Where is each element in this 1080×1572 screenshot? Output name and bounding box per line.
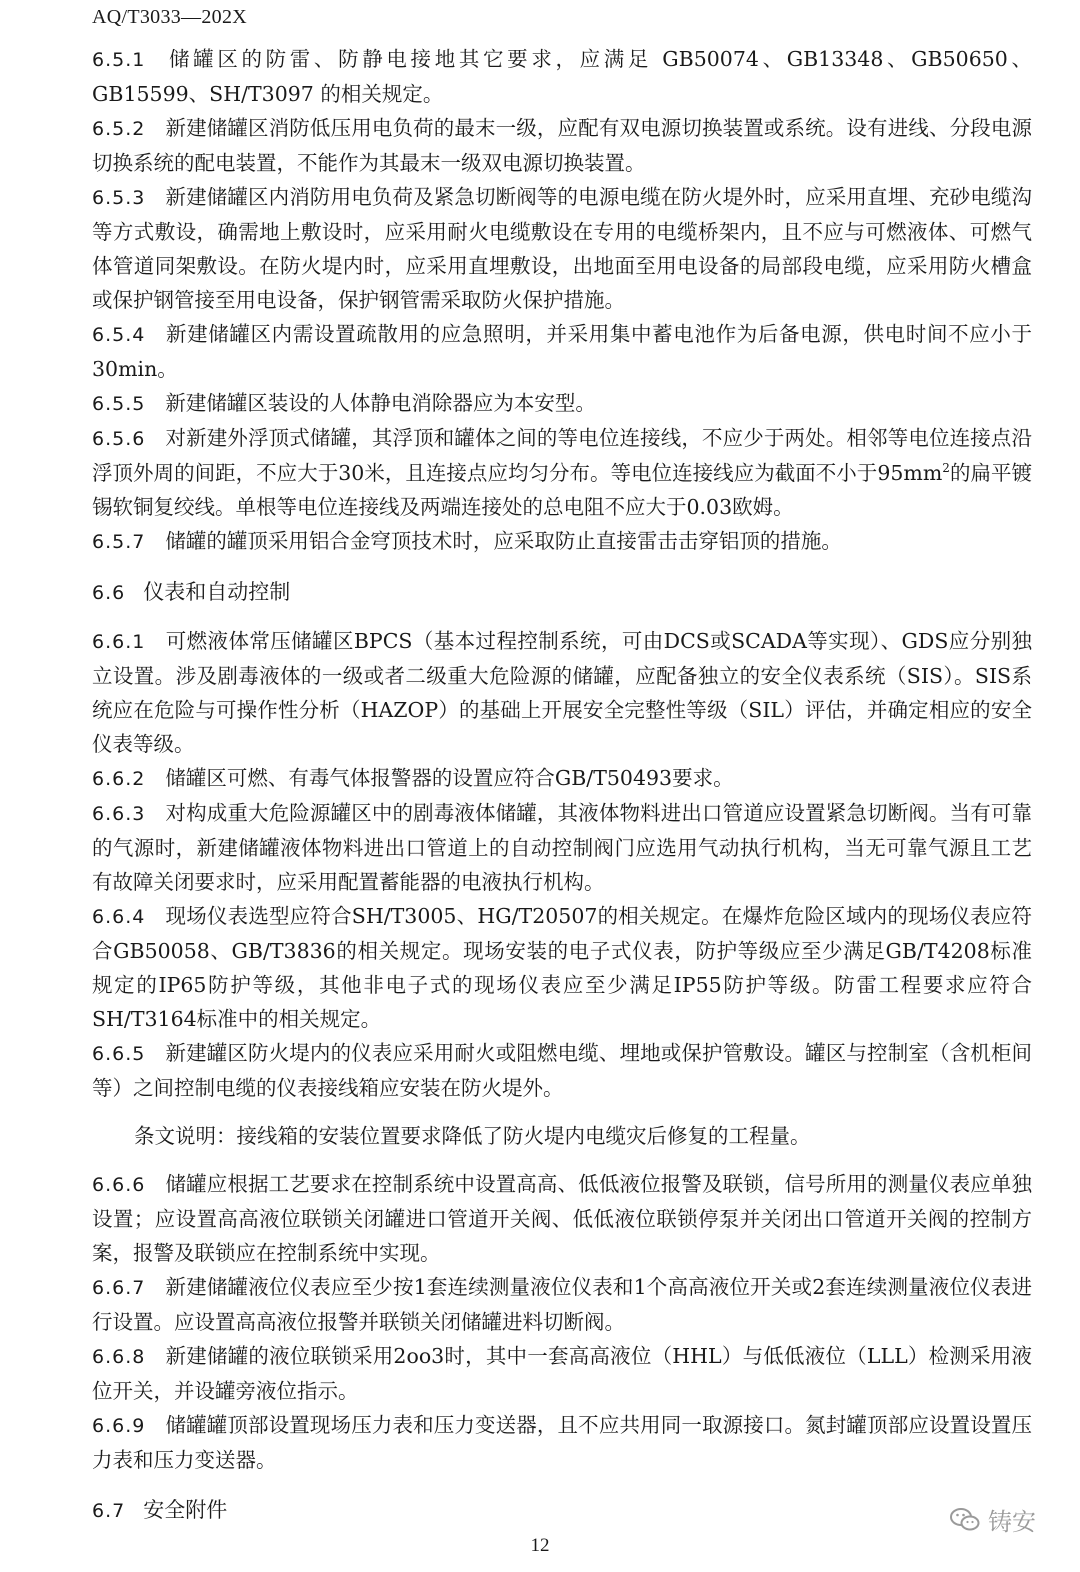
clause-number: 6.5.6 <box>92 428 146 450</box>
clause-explanation-note: 条文说明：接线箱的安装位置要求降低了防火堤内电缆灾后修复的工程量。 <box>134 1124 811 1148</box>
clause-6-5-7 <box>92 524 1032 559</box>
section-heading-6-6 <box>92 575 1032 610</box>
clause-6-6-9 <box>92 1408 1032 1477</box>
clause-text: 现场仪表选型应符合SH/T3005、HG/T20507的相关规定。在爆炸危险区域内的现场仪表应符合GB50058、GB/T3836的相关规定。现场安装的电子式仪表，防护等级应至少满足GB/T4208标准规定的IP65防护等级，其他非电子式的现场仪表应至少满足IP55防护等级。防雷工程要求应符合SH/T3164标准中的相关规定。 <box>92 904 1032 1031</box>
section-heading-6-7 <box>92 1493 1032 1528</box>
clause-number: 6.6.4 <box>92 906 146 928</box>
clause-text: 储罐的罐顶采用铝合金穹顶技术时，应采取防止直接雷击击穿铝顶的措施。 <box>165 529 842 553</box>
clause-6-6-2 <box>92 761 1032 796</box>
superscript: 2 <box>942 461 950 476</box>
clause-6-5-3 <box>92 180 1032 317</box>
clause-6-5-2 <box>92 111 1032 180</box>
clause-6-6-5 <box>92 1036 1032 1105</box>
clause-6-6-3 <box>92 796 1032 899</box>
section-title: 安全附件 <box>143 1498 228 1522</box>
watermark-text: 铸安 <box>988 1508 1036 1536</box>
clause-6-6-6 <box>92 1167 1032 1270</box>
clause-number: 6.6.6 <box>92 1174 146 1196</box>
clause-number: 6.5.7 <box>92 531 146 553</box>
clause-6-6-8 <box>92 1339 1032 1408</box>
clause-text: 新建储罐区内消防用电负荷及紧急切断阀等的电源电缆在防火堤外时，应采用直埋、充砂电缆沟等方式敷设，确需地上敷设时，应采用耐火电缆敷设在专用的电缆桥架内，且不应与可燃液体、可燃气体管道同架敷设。在防火堤内时，应采用直埋敷设，出地面至用电设备的局部段电缆，应采用防火槽盒或保护钢管接至用电设备，保护钢管需采取防火保护措施。 <box>92 185 1032 312</box>
clause-number: 6.6.1 <box>92 631 146 653</box>
clause-number: 6.6.7 <box>92 1277 146 1299</box>
section-number: 6.6 <box>92 582 126 604</box>
clause-text: 新建储罐的液位联锁采用2oo3时，其中一套高高液位（HHL）与低低液位（LLL）检测采用液位开关，并设罐旁液位指示。 <box>92 1344 1032 1403</box>
clause-6-5-5 <box>92 386 1032 421</box>
clause-number: 6.5.1 <box>92 49 146 71</box>
clause-text: 新建罐区防火堤内的仪表应采用耐火或阻燃电缆、埋地或保护管敷设。罐区与控制室（含机柜间等）之间控制电缆的仪表接线箱应安装在防火堤外。 <box>92 1041 1032 1100</box>
clause-text: 可燃液体常压储罐区BPCS（基本过程控制系统，可由DCS或SCADA等实现）、GDS应分别独立设置。涉及剧毒液体的一级或者二级重大危险源的储罐，应配备独立的安全仪表系统（SIS）。SIS系统应在危险与可操作性分析（HAZOP）的基础上开展安全完整性等级（SIL）评估，并确定相应的安全仪表等级。 <box>92 629 1032 756</box>
clause-number: 6.6.2 <box>92 768 146 790</box>
clause-text: 新建储罐区消防低压用电负荷的最末一级，应配有双电源切换装置或系统。设有进线、分段电源切换系统的配电装置，不能作为其最末一级双电源切换装置。 <box>92 116 1032 175</box>
standard-code-header: AQ/T3033—202X <box>92 6 248 28</box>
clause-number: 6.6.5 <box>92 1043 146 1065</box>
page-number: 12 <box>530 1535 550 1556</box>
clause-number: 6.6.9 <box>92 1415 146 1437</box>
clause-text: 储罐罐顶部设置现场压力表和压力变送器，且不应共用同一取源接口。氮封罐顶部应设置设置压力表和压力变送器。 <box>92 1413 1032 1472</box>
clause-6-6-1 <box>92 624 1032 761</box>
clause-number: 6.6.8 <box>92 1346 146 1368</box>
clause-number: 6.5.5 <box>92 393 146 415</box>
clause-6-6-7 <box>92 1270 1032 1339</box>
clause-number: 6.5.2 <box>92 118 146 140</box>
clause-text: 新建储罐液位仪表应至少按1套连续测量液位仪表和1个高高液位开关或2套连续测量液位仪表进行设置。应设置高高液位报警并联锁关闭储罐进料切断阀。 <box>92 1275 1032 1334</box>
clause-text-part-b: 的扁平镀锡软铜复绞线。单根等电位连接线及两端连接处的总电阻不应大于0.03欧姆。 <box>92 461 1032 519</box>
clause-text: 储罐区可燃、有毒气体报警器的设置应符合GB/T50493要求。 <box>165 766 734 790</box>
clause-text: 对构成重大危险源罐区中的剧毒液体储罐，其液体物料进出口管道应设置紧急切断阀。当有可靠的气源时，新建储罐液体物料进出口管道上的自动控制阀门应选用气动执行机构，当无可靠气源且工艺有故障关闭要求时，应采用配置蓄能器的电液执行机构。 <box>92 801 1032 894</box>
clause-6-5-6 <box>92 421 1032 524</box>
clause-6-5-4 <box>92 317 1032 386</box>
clause-6-5-1 <box>92 42 1032 111</box>
section-number: 6.7 <box>92 1500 126 1522</box>
clause-text: 新建储罐区装设的人体静电消除器应为本安型。 <box>165 391 596 415</box>
clause-text-part-a: 对新建外浮顶式储罐，其浮顶和罐体之间的等电位连接线，不应少于两处。相邻等电位连接点沿浮顶外周的间距，不应大于30米，且连接点应均匀分布。等电位连接线应为截面不小于95mm <box>92 426 1032 485</box>
section-title: 仪表和自动控制 <box>143 580 291 604</box>
document-body <box>92 42 1032 1542</box>
clause-6-6-4 <box>92 899 1032 1036</box>
clause-number: 6.5.3 <box>92 187 146 209</box>
clause-number: 6.6.3 <box>92 803 146 825</box>
clause-text: 新建储罐区内需设置疏散用的应急照明，并采用集中蓄电池作为后备电源，供电时间不应小于30min。 <box>92 322 1032 381</box>
clause-text: 储罐区的防雷、防静电接地其它要求，应满足 GB50074、GB13348、GB50650、GB15599、SH/T3097 的相关规定。 <box>92 47 1032 106</box>
wechat-watermark <box>950 1502 1036 1537</box>
wechat-icon <box>950 1507 980 1533</box>
clause-number: 6.5.4 <box>92 324 146 346</box>
clause-text: 储罐应根据工艺要求在控制系统中设置高高、低低液位报警及联锁，信号所用的测量仪表应单独设置；应设置高高液位联锁关闭罐进口管道开关阀、低低液位联锁停泵并关闭出口管道开关阀的控制方案，报警及联锁应在控制系统中实现。 <box>92 1172 1032 1265</box>
